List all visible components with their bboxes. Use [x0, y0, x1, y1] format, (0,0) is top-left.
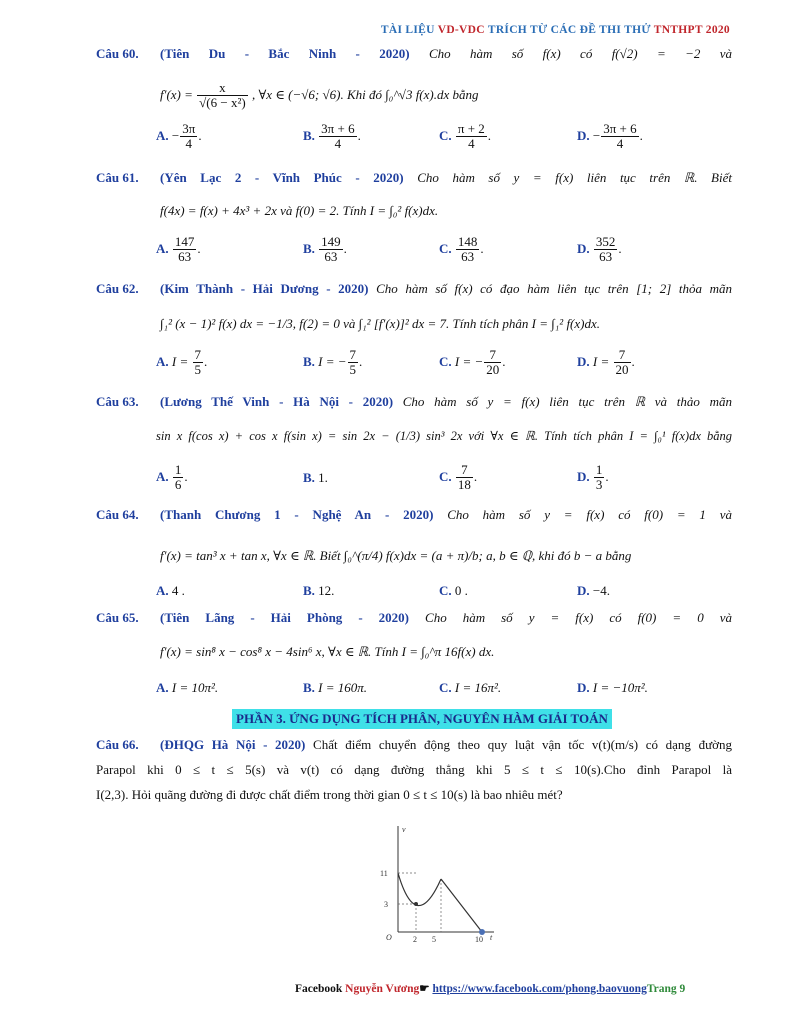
answer-label: A. — [156, 583, 169, 598]
answer-label: A. — [156, 468, 169, 484]
question-line — [160, 171, 732, 184]
question-number: Câu 65. — [96, 610, 139, 625]
answer-d[interactable] — [577, 235, 622, 265]
question-line — [160, 508, 732, 521]
answer-label: C. — [439, 583, 452, 598]
fraction-numerator: 7 — [484, 348, 501, 363]
question-number: Câu 63. — [96, 394, 139, 409]
fraction-numerator: 3π — [182, 121, 196, 136]
linear-segment — [441, 879, 482, 932]
answer-label: A. — [156, 353, 169, 369]
answer-label: C. — [439, 468, 452, 484]
answer-d[interactable] — [577, 463, 609, 493]
fraction — [484, 348, 501, 378]
question-line — [160, 395, 732, 408]
velocity-graph — [370, 820, 500, 950]
fraction — [614, 348, 631, 378]
answer-label: B. — [303, 583, 315, 598]
answer-suffix: . — [487, 127, 492, 143]
answer-a[interactable] — [156, 584, 185, 597]
x-tick-10: 10 — [475, 935, 483, 944]
fraction-denominator: 63 — [599, 249, 613, 265]
answer-c[interactable] — [439, 584, 468, 597]
question-61 — [96, 171, 732, 271]
fraction-denominator: 18 — [457, 477, 471, 493]
question-text: Parapol khi 0 ≤ t ≤ 5(s) và v(t) có dạng đường thẳng khi 5 ≤ t ≤ 10(s).Cho đỉnh Parapol là — [96, 762, 732, 777]
question-line — [160, 47, 732, 60]
footer-author: Nguyễn Vương — [345, 983, 420, 995]
fraction-denominator: 63 — [178, 249, 192, 265]
question-source: (Kim Thành - Hải Dương - 2020) — [160, 281, 369, 296]
question-64 — [96, 508, 732, 598]
answer-prefix: 4 . — [171, 583, 185, 598]
footer-label: Facebook — [295, 983, 346, 995]
page-footer — [295, 981, 685, 995]
fraction — [456, 235, 480, 265]
question-source: (Lương Thế Vinh - Hà Nội - 2020) — [160, 394, 394, 409]
answer-a[interactable] — [156, 348, 207, 378]
footer-page-number: Trang 9 — [646, 983, 686, 995]
answer-label: D. — [577, 680, 590, 695]
answer-suffix: . — [343, 240, 347, 256]
answer-label: D. — [577, 240, 590, 256]
fraction-numerator: 7 — [349, 347, 357, 362]
answer-a[interactable] — [156, 235, 201, 265]
fraction-numerator: 148 — [457, 234, 478, 249]
answer-label: A. — [156, 680, 169, 695]
fraction — [594, 235, 618, 265]
answer-label: B. — [303, 680, 315, 695]
question-line — [156, 430, 732, 443]
question-line — [96, 788, 563, 801]
answer-label: B. — [303, 353, 315, 369]
fraction-denominator: 63 — [324, 249, 338, 265]
answer-c[interactable] — [439, 348, 506, 378]
answer-label: C. — [439, 240, 452, 256]
answer-prefix: 1. — [318, 470, 328, 485]
question-line — [160, 738, 732, 751]
question-text: Chất điểm chuyển động theo quy luật vận tốc v(t)(m/s) có dạng đường — [305, 737, 732, 752]
question-text: ∫₁² (x − 1)² f(x) dx = −1/3, f(2) = 0 và ∫₁² [f′(x)]² dx = 7. Tính tích phân I = ∫₁² f(x)dx. — [160, 316, 601, 331]
fraction-numerator: 7 — [194, 347, 201, 362]
answer-prefix: I = − — [454, 353, 484, 369]
answer-prefix: − — [171, 127, 180, 143]
fraction-denominator: √(6 − x²) — [199, 95, 246, 111]
answer-suffix: . — [198, 127, 202, 143]
header-part2: VD-VDC — [437, 24, 485, 36]
question-source: (Tiên Du - Bắc Ninh - 2020) — [160, 46, 410, 61]
parabola-curve — [398, 873, 441, 906]
question-text: Cho hàm số y = f(x) có f(0) = 0 và — [409, 610, 732, 625]
answer-c[interactable] — [439, 235, 484, 265]
answer-b[interactable] — [303, 471, 328, 484]
answer-label: A. — [156, 127, 169, 143]
question-62 — [96, 282, 732, 382]
fraction-denominator: 4 — [468, 136, 475, 152]
answer-a[interactable] — [156, 463, 188, 493]
fraction-numerator: 7 — [614, 348, 631, 363]
answer-c[interactable] — [439, 122, 491, 152]
fraction-numerator: 7 — [456, 463, 473, 478]
answer-label: A. — [156, 240, 169, 256]
question-text: , ∀x ∈ (−√6; √6). Khi đó ∫₀^√3 f(x).dx bằng — [251, 86, 479, 102]
fraction-denominator: 4 — [185, 136, 193, 152]
fraction — [601, 122, 638, 152]
answer-c[interactable] — [439, 463, 477, 493]
answer-d[interactable] — [577, 122, 643, 152]
fraction-denominator: 63 — [461, 249, 475, 265]
answer-suffix: . — [184, 468, 188, 484]
answer-prefix: I = − — [318, 353, 347, 369]
answer-c[interactable] — [439, 681, 501, 694]
fraction-denominator: 20 — [615, 362, 629, 378]
answer-suffix: . — [502, 353, 506, 369]
vertex-point — [414, 902, 418, 906]
answer-suffix: . — [631, 353, 635, 369]
answer-suffix: . — [204, 353, 208, 369]
end-point — [479, 929, 485, 935]
question-66 — [96, 738, 732, 808]
question-text: Cho hàm số f(x) có đạo hàm liên tục trên [1; 2] thỏa mãn — [368, 281, 732, 296]
fraction-numerator: 3π + 6 — [321, 121, 355, 136]
answer-a[interactable] — [156, 681, 218, 694]
fraction-denominator: 4 — [334, 136, 342, 152]
question-source: (Thanh Chương 1 - Nghệ An - 2020) — [160, 507, 434, 522]
question-text: f′(x) = sin⁸ x − cos⁸ x − 4sin⁶ x, ∀x ∈ ℝ. Tính I = ∫₀^π 16f(x) dx. — [160, 644, 495, 659]
answer-label: C. — [439, 680, 452, 695]
fraction — [173, 463, 184, 493]
question-number: Câu 62. — [96, 281, 139, 296]
x-tick-2: 2 — [413, 935, 417, 944]
question-line — [160, 81, 479, 111]
fraction — [193, 348, 204, 378]
answer-b[interactable] — [303, 348, 362, 378]
question-line — [160, 317, 600, 330]
fraction — [319, 122, 356, 152]
question-line — [160, 204, 438, 217]
answer-label: D. — [577, 127, 590, 143]
question-65 — [96, 611, 732, 696]
answer-b[interactable] — [303, 584, 334, 597]
question-line — [96, 763, 732, 776]
y-tick-11: 11 — [380, 869, 388, 878]
question-60 — [96, 47, 732, 157]
question-63 — [96, 395, 732, 500]
fraction-numerator: π + 2 — [457, 121, 485, 136]
header-part4: TNTHPT 2020 — [653, 24, 730, 36]
fraction-numerator: 352 — [595, 234, 616, 249]
answer-b[interactable] — [303, 235, 347, 265]
answer-d[interactable] — [577, 584, 610, 597]
question-text: sin x f(cos x) + cos x f(sin x) = sin 2x − (1/3) sin³ 2x với ∀x ∈ ℝ. Tính tích phân I = ∫₀¹ f(x)dx bằng — [156, 429, 732, 443]
fraction-denominator: 5 — [349, 362, 357, 378]
answer-label: C. — [439, 353, 452, 369]
answer-label: D. — [577, 583, 590, 598]
origin-label: O — [386, 933, 392, 942]
answer-prefix: I = — [171, 353, 192, 369]
question-text: Cho hàm số y = f(x) có f(0) = 1 và — [433, 507, 732, 522]
answer-b[interactable] — [303, 681, 367, 694]
fraction — [319, 235, 343, 265]
section-heading: PHẦN 3. ỨNG DỤNG TÍCH PHÂN, NGUYÊN HÀM GIẢI TOÁN — [232, 709, 612, 729]
x-axis-label: t — [490, 933, 493, 942]
question-text: Cho hàm số y = f(x) liên tục trên ℝ và thảo mãn — [393, 394, 732, 409]
fraction-denominator: 20 — [486, 362, 500, 378]
fraction — [456, 122, 487, 152]
answer-prefix: − — [592, 127, 601, 143]
fraction-denominator: 4 — [616, 136, 624, 152]
fraction — [197, 81, 248, 111]
fraction-numerator: 147 — [174, 234, 195, 249]
answer-label: B. — [303, 470, 315, 485]
answer-prefix: I = −10π². — [592, 680, 648, 695]
question-text: I(2,3). Hỏi quãng đường đi được chất điểm trong thời gian 0 ≤ t ≤ 10(s) là bao nhiêu mét? — [96, 787, 563, 802]
answer-d[interactable] — [577, 348, 635, 378]
answer-suffix: . — [605, 468, 609, 484]
question-source: (ĐHQG Hà Nội - 2020) — [160, 737, 306, 752]
answer-suffix: . — [473, 468, 478, 484]
header-part3: TRÍCH TỪ CÁC ĐỀ THI THỬ — [484, 24, 654, 36]
fraction-numerator: 1 — [174, 462, 182, 477]
answer-suffix: . — [639, 127, 643, 143]
header-part1: TÀI LIỆU — [380, 24, 438, 36]
question-number: Câu 60. — [96, 46, 139, 61]
answer-label: C. — [439, 127, 452, 143]
answer-label: D. — [577, 468, 590, 484]
question-line — [160, 282, 732, 295]
answer-label: B. — [303, 240, 315, 256]
fraction-numerator: 3π + 6 — [603, 121, 637, 136]
answer-a[interactable] — [156, 122, 202, 152]
question-text: Cho hàm số y = f(x) liên tục trên ℝ. Biết — [403, 170, 732, 185]
question-text: f(4x) = f(x) + 4x³ + 2x và f(0) = 2. Tính I = ∫₀² f(x)dx. — [160, 203, 439, 218]
question-text: Cho hàm số f(x) có f(√2) = −2 và — [409, 46, 732, 61]
question-line — [160, 611, 732, 624]
footer-link[interactable]: https://www.facebook.com/phong.baovuong — [432, 983, 647, 995]
answer-prefix: I = 10π². — [171, 680, 219, 695]
question-number: Câu 64. — [96, 507, 139, 522]
fraction — [173, 235, 197, 265]
fraction-numerator: 1 — [595, 462, 603, 477]
answer-suffix: . — [618, 240, 622, 256]
page-header — [381, 24, 730, 36]
answer-b[interactable] — [303, 122, 361, 152]
fraction-denominator: 6 — [174, 477, 182, 493]
fraction — [348, 348, 359, 378]
fraction-denominator: 3 — [595, 477, 603, 493]
question-line — [160, 549, 631, 562]
fraction — [180, 122, 197, 152]
fraction — [456, 463, 473, 493]
answer-suffix: . — [480, 240, 484, 256]
x-tick-5: 5 — [432, 935, 436, 944]
answer-label: B. — [303, 127, 315, 143]
question-number: Câu 66. — [96, 737, 139, 752]
footer-pointer-icon: ☛ — [419, 983, 433, 995]
answer-suffix: . — [359, 353, 363, 369]
question-source: (Tiên Lãng - Hải Phòng - 2020) — [160, 610, 409, 625]
answer-d[interactable] — [577, 681, 648, 694]
answer-suffix: . — [357, 127, 361, 143]
y-tick-3: 3 — [384, 900, 388, 909]
question-line — [160, 645, 494, 658]
y-axis-label: v — [402, 825, 406, 834]
question-text: f′(x) = — [160, 86, 193, 102]
question-text: f′(x) = tan³ x + tan x, ∀x ∈ ℝ. Biết ∫₀^(π/4) f(x)dx = (a + π)/b; a, b ∈ ℚ, khi đó b − a bằng — [160, 548, 632, 563]
answer-prefix: −4. — [592, 583, 610, 598]
answer-prefix: 12. — [318, 583, 335, 598]
question-source: (Yên Lạc 2 - Vĩnh Phúc - 2020) — [160, 170, 404, 185]
answer-prefix: I = 160π. — [318, 680, 368, 695]
answer-prefix: 0 . — [454, 583, 468, 598]
fraction-numerator: 149 — [321, 234, 341, 249]
answer-suffix: . — [197, 240, 201, 256]
answer-prefix: I = — [592, 353, 613, 369]
answer-prefix: I = 16π². — [454, 680, 502, 695]
fraction — [594, 463, 605, 493]
question-number: Câu 61. — [96, 170, 139, 185]
fraction-denominator: 5 — [194, 362, 201, 378]
answer-label: D. — [577, 353, 590, 369]
fraction-numerator: x — [197, 81, 248, 96]
